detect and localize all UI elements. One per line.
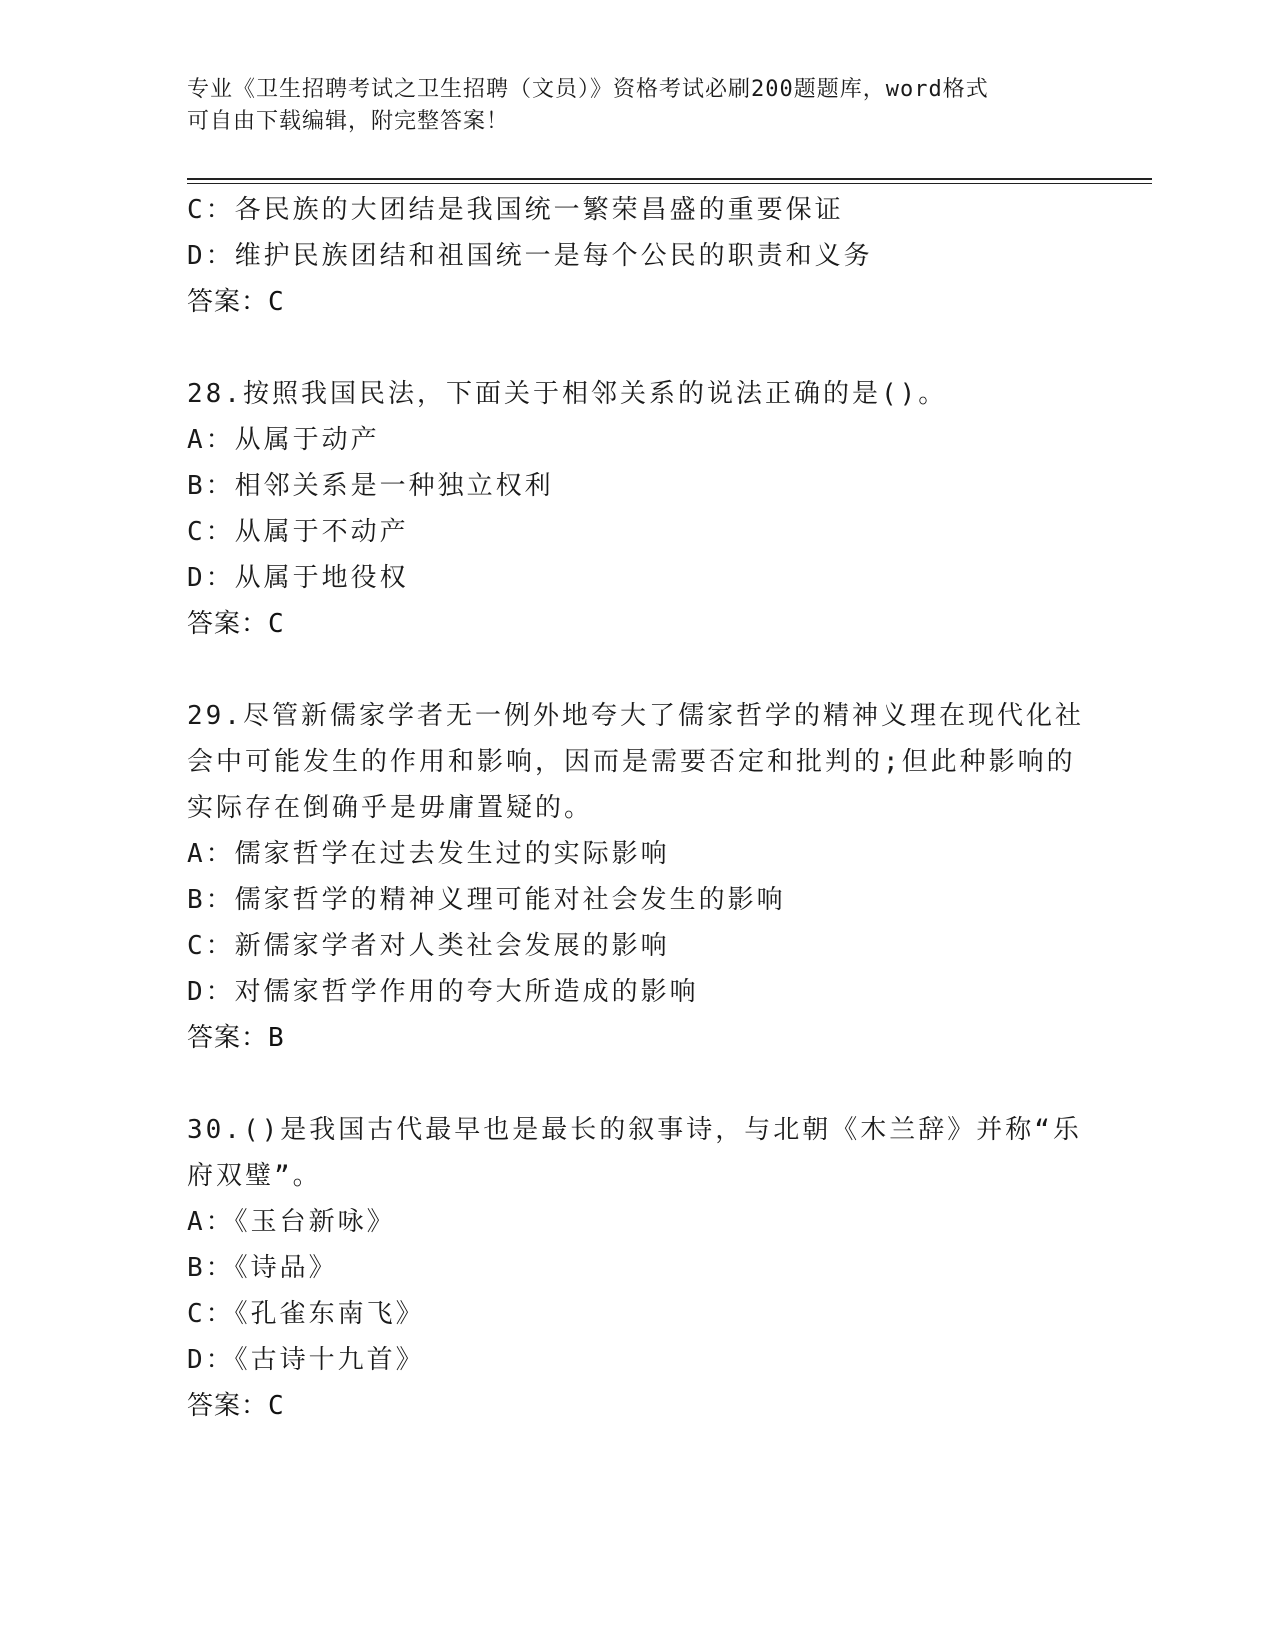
q29-question-line-1: 29.尽管新儒家学者无一例外地夸大了儒家哲学的精神义理在现代化社 <box>187 701 1084 731</box>
header-line-1: 专业《卫生招聘考试之卫生招聘（文员）》资格考试必刷200题题库，word格式 <box>187 77 989 102</box>
q29-option-c: C：新儒家学者对人类社会发展的影响 <box>187 931 670 961</box>
question-29 <box>187 693 1087 1061</box>
q28-option-a: A：从属于动产 <box>187 425 380 455</box>
document-body <box>187 187 1087 1429</box>
q30-option-c: C：《孔雀东南飞》 <box>187 1299 425 1329</box>
q28-option-b: B：相邻关系是一种独立权利 <box>187 471 554 501</box>
q29-option-b: B：儒家哲学的精神义理可能对社会发生的影响 <box>187 885 786 915</box>
q29-option-d: D：对儒家哲学作用的夸大所造成的影响 <box>187 977 699 1007</box>
header-rule-thick <box>187 178 1152 180</box>
document-header <box>187 74 1067 138</box>
q29-question-line-3: 实际存在倒确乎是毋庸置疑的。 <box>187 793 594 823</box>
q27-option-d: D：维护民族团结和祖国统一是每个公民的职责和义务 <box>187 241 873 271</box>
spacer <box>187 647 1087 693</box>
q30-question-line-2: 府双璧”。 <box>187 1161 322 1191</box>
q27-answer: 答案：C <box>187 287 285 317</box>
q30-option-a: A：《玉台新咏》 <box>187 1207 396 1237</box>
q29-question-line-2: 会中可能发生的作用和影响，因而是需要否定和批判的;但此种影响的 <box>187 747 1076 777</box>
header-rule-thin <box>187 183 1152 184</box>
spacer <box>187 1061 1087 1107</box>
q28-option-c: C：从属于不动产 <box>187 517 409 547</box>
q30-option-b: B：《诗品》 <box>187 1253 338 1283</box>
question-27 <box>187 187 1087 325</box>
q29-option-a: A：儒家哲学在过去发生过的实际影响 <box>187 839 670 869</box>
q28-question: 28.按照我国民法，下面关于相邻关系的说法正确的是()。 <box>187 379 948 409</box>
q28-option-d: D：从属于地役权 <box>187 563 409 593</box>
q30-answer: 答案：C <box>187 1391 285 1421</box>
header-line-2: 可自由下载编辑，附完整答案！ <box>187 109 510 134</box>
q28-answer: 答案：C <box>187 609 285 639</box>
question-30 <box>187 1107 1087 1429</box>
q29-answer: 答案：B <box>187 1023 285 1053</box>
spacer <box>187 325 1087 371</box>
question-28 <box>187 371 1087 647</box>
q27-option-c: C：各民族的大团结是我国统一繁荣昌盛的重要保证 <box>187 195 844 225</box>
q30-option-d: D：《古诗十九首》 <box>187 1345 425 1375</box>
q30-question-line-1: 30.()是我国古代最早也是最长的叙事诗，与北朝《木兰辞》并称“乐 <box>187 1115 1082 1145</box>
